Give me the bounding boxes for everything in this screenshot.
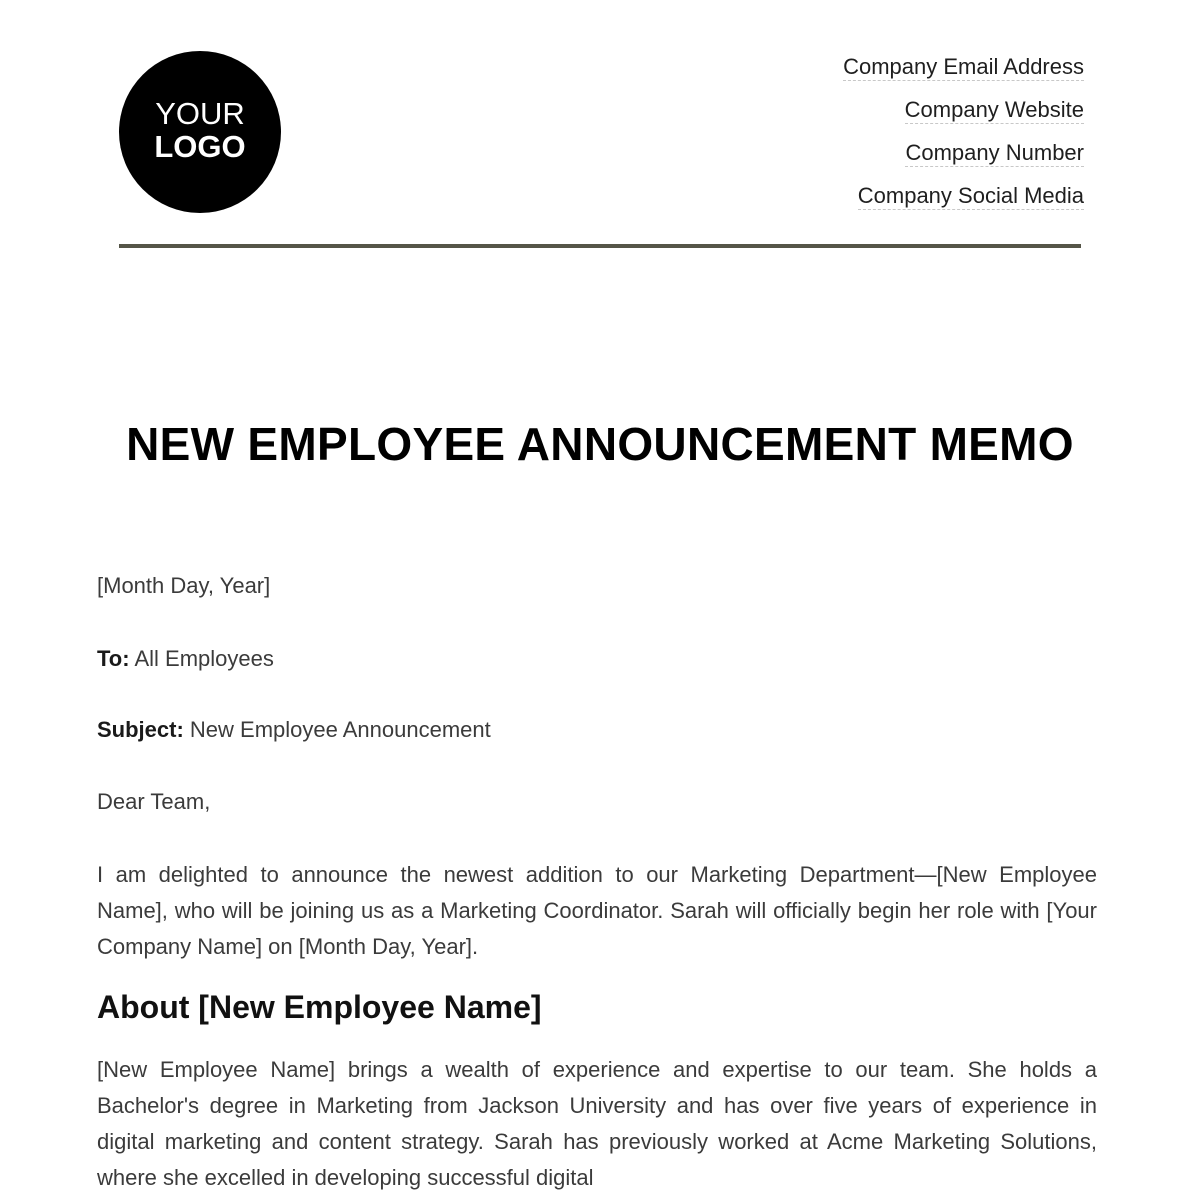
memo-to-line: [97, 644, 274, 674]
logo-text-your: YOUR: [155, 96, 245, 131]
logo-text-logo: LOGO: [154, 129, 246, 164]
company-contact-block: [843, 54, 1084, 226]
to-value: All Employees: [129, 646, 274, 671]
subject-value: New Employee Announcement: [183, 717, 491, 742]
company-number: Company Number: [905, 140, 1084, 165]
company-email: Company Email Address: [843, 54, 1084, 79]
subject-label: Subject:: [97, 717, 184, 742]
company-logo: [119, 51, 281, 213]
company-social-media: Company Social Media: [857, 183, 1084, 208]
memo-greeting: Dear Team,: [97, 789, 211, 814]
memo-title: NEW EMPLOYEE ANNOUNCEMENT MEMO: [126, 418, 1074, 470]
memo-date: [Month Day, Year]: [97, 573, 271, 598]
header-divider: [119, 244, 1081, 248]
to-label: To:: [97, 646, 130, 671]
about-paragraph: [New Employee Name] brings a wealth of experience and expertise to our team. She holds a Bachelor's degree in Marketing from Jackson University and has over five years of experience in digital marketing and content strategy. Sarah has previously worked at Acme Marketing Solutions, where she excelled in developing successful digital: [97, 1057, 1097, 1190]
company-website: Company Website: [904, 97, 1084, 122]
memo-subject-line: [97, 715, 491, 745]
about-heading: About [New Employee Name]: [97, 989, 542, 1025]
document-header: [0, 0, 1200, 260]
memo-intro-paragraph: I am delighted to announce the newest addition to our Marketing Department—[New Employee Name], who will be joining us as a Marketing Coordinator. Sarah will officially begin her role with [Your Company Name] on [Month Day, Year].: [97, 862, 1097, 959]
